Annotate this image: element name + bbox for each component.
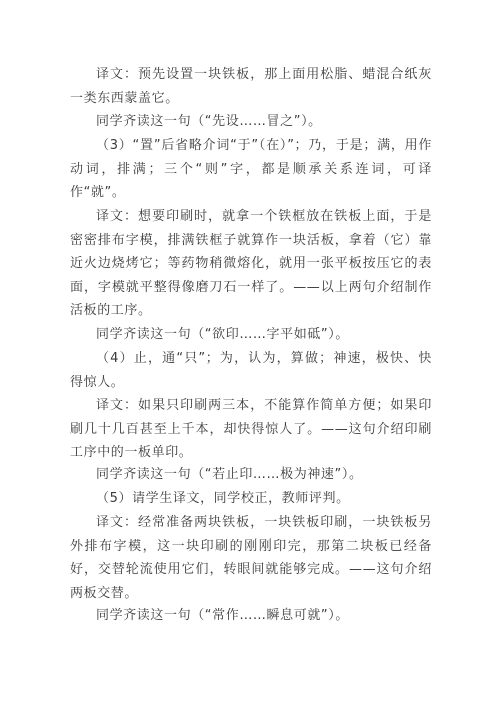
- read-aloud-instruction-2: 同学齐读这一句（“欲印……字平如砥”）。: [96, 327, 349, 342]
- note-paragraph-4: （4）止，通“只”；为，认为，算做；神速，极快、快得惊人。: [70, 351, 432, 390]
- translation-paragraph-3: 译文：如果只印刷两三本，不能算作简单方便；如果印刷几十几百甚至上千本，却快得惊人了。——这句介绍印刷工序中的一板单印。: [70, 398, 432, 461]
- read-aloud-instruction-1: 同学齐读这一句（“先设……冒之”）。: [96, 114, 322, 129]
- note-paragraph-5: （5）请学生译文，同学校正，教师评判。: [96, 491, 350, 506]
- read-aloud-instruction-3: 同学齐读这一句（“若止印……极为神速”）。: [96, 467, 363, 482]
- note-paragraph-3: （3）“置”后省略介词“于”（在）”；乃，于是；满，用作动词，排满；三个“则”字，都是顺承关系连词，可译作“就”。: [70, 138, 432, 201]
- translation-paragraph-4: 译文：经常准备两块铁板，一块铁板印刷，一块铁板另外排布字模，这一块印刷的刚刚印完，那第二块板已经备好，交替轮流使用它们，转眼间就能够完成。——这句介绍两板交替。: [70, 515, 432, 601]
- read-aloud-instruction-4: 同学齐读这一句（“常作……瞬息可就”）。: [96, 608, 349, 623]
- translation-paragraph-1: 译文：预先设置一块铁板，那上面用松脂、蜡混合纸灰一类东西蒙盖它。: [70, 67, 432, 106]
- translation-paragraph-2: 译文：想要印刷时，就拿一个铁框放在铁板上面，于是密密排布字模，排满铁框子就算作一块活板，拿着（它）靠近火边烧烤它；等药物稍微熔化，就用一张平板按压它的表面，字模就平整得像磨刀石一样了。——以上两句介绍制作活板的工序。: [70, 209, 432, 319]
